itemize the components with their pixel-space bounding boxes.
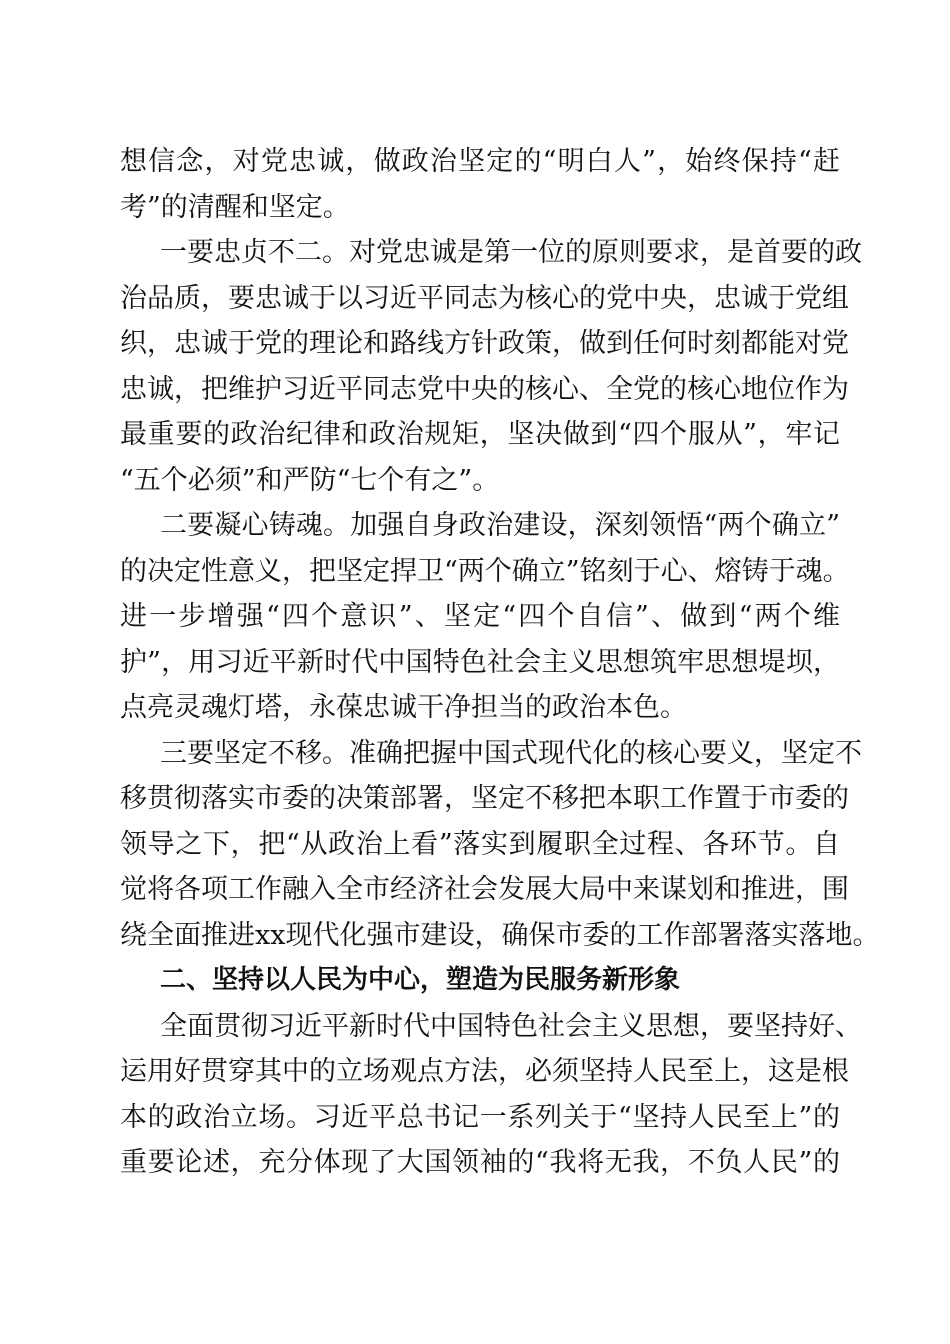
- text-line: 护”，用习近平新时代中国特色社会主义思想筑牢思想堤坝，: [120, 646, 840, 678]
- paragraph-start-line: 一要忠贞不二。对党忠诚是第一位的原则要求，是首要的政: [160, 237, 862, 268]
- text-line: 运用好贯穿其中的立场观点方法，必须坚持人民至上，这是根: [120, 1056, 849, 1087]
- text-line: 本的政治立场。习近平总书记一系列关于“坚持人民至上”的: [120, 1101, 840, 1133]
- text-line: 觉将各项工作融入全市经济社会发展大局中来谋划和推进，围: [120, 874, 849, 905]
- text-line: 想信念，对党忠诚，做政治坚定的“明白人”，始终保持“赶: [120, 146, 840, 177]
- section-heading: 二、坚持以人民为中心，塑造为民服务新形象: [160, 965, 681, 995]
- text-line: 织，忠诚于党的理论和路线方针政策，做到任何时刻都能对党: [120, 328, 849, 359]
- text-line: 最重要的政治纪律和政治规矩，坚决做到“四个服从”，牢记: [120, 419, 840, 450]
- text-line: 点亮灵魂灯塔，永葆忠诚干净担当的政治本色。: [120, 692, 687, 723]
- text-line: 领导之下，把“从政治上看”落实到履职全过程、各环节。自: [120, 828, 840, 860]
- document-body: [120, 139, 880, 1186]
- text-line: “五个必须”和严防“七个有之”。: [120, 464, 500, 496]
- paragraph-start-line: 三要坚定不移。准确把握中国式现代化的核心要义，坚定不: [160, 737, 862, 769]
- text-line: 重要论述，充分体现了大国领袖的“我将无我，不负人民”的: [120, 1147, 840, 1178]
- paragraph-start-line: 二要凝心铸魂。加强自身政治建设，深刻领悟“两个确立”: [160, 510, 840, 541]
- text-line: 治品质，要忠诚于以习近平同志为核心的党中央，忠诚于党组: [120, 282, 849, 314]
- text-line: 的决定性意义，把坚定捍卫“两个确立”铭刻于心、熔铸于魂。: [120, 555, 850, 587]
- text-line: 绕全面推进xx现代化强市建设，确保市委的工作部署落实落地。: [120, 919, 880, 951]
- text-line: 进一步增强“四个意识”、坚定“四个自信”、做到“两个维: [120, 601, 840, 632]
- paragraph-start-line: 全面贯彻习近平新时代中国特色社会主义思想，要坚持好、: [160, 1010, 862, 1042]
- text-line: 移贯彻落实市委的决策部署，坚定不移把本职工作置于市委的: [120, 783, 849, 814]
- text-line: 忠诚，把维护习近平同志党中央的核心、全党的核心地位作为: [120, 373, 849, 405]
- text-line: 考”的清醒和坚定。: [120, 191, 350, 223]
